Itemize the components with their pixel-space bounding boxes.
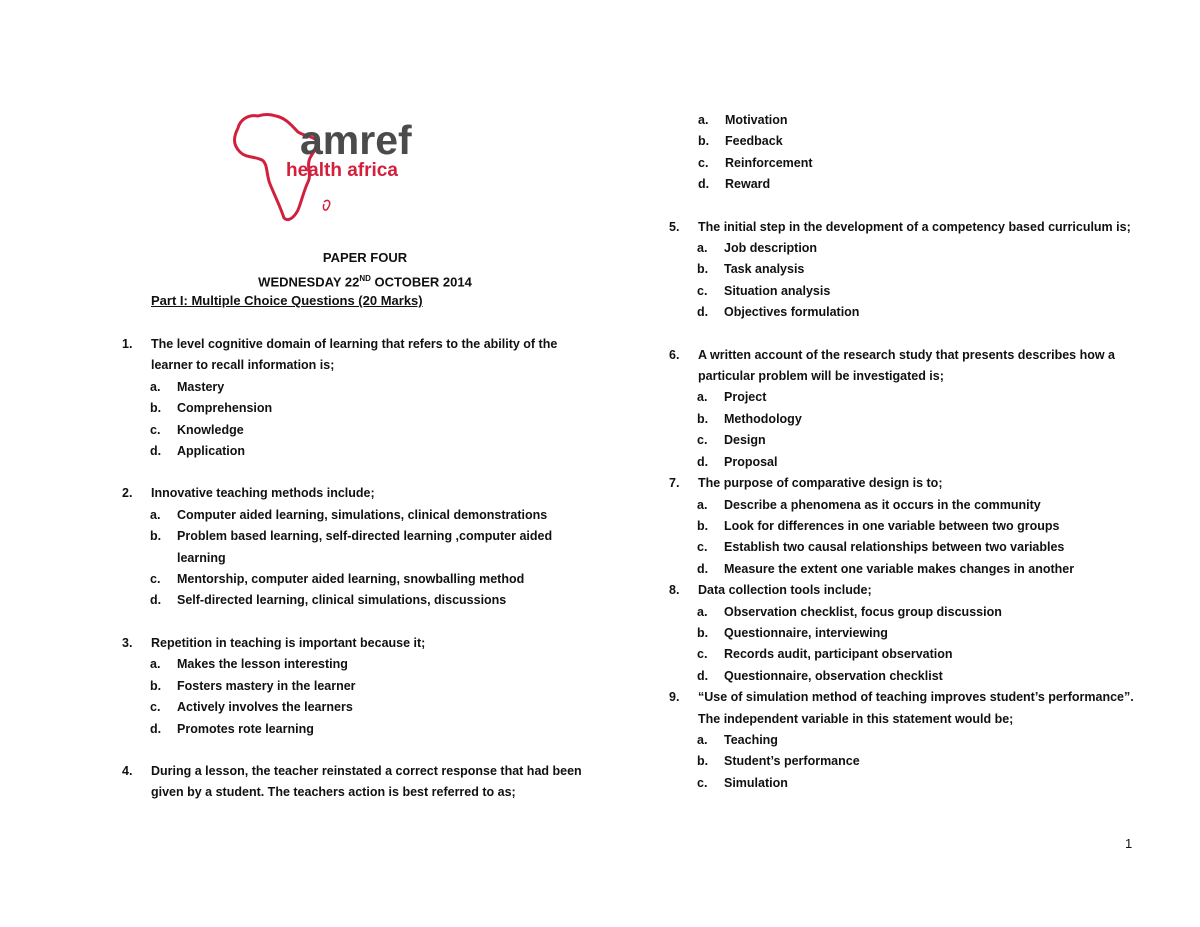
option <box>697 409 1139 430</box>
option-text: Methodology <box>724 411 802 426</box>
question-text: A written account of the research study that presents describes how a particular problem will be investigated is; <box>698 347 1116 384</box>
option-text: Promotes rote learning <box>177 721 314 736</box>
question-8 <box>669 580 1139 687</box>
option-text: Mentorship, computer aided learning, snowballing method <box>177 572 525 587</box>
option-letter: c. <box>697 540 708 555</box>
option <box>150 398 592 419</box>
exam-date-prefix: WEDNESDAY 22 <box>258 274 360 290</box>
option <box>697 238 1139 259</box>
option-text: Makes the lesson interesting <box>177 657 348 672</box>
option-letter: a. <box>697 241 708 256</box>
option <box>697 559 1139 580</box>
option-text: Simulation <box>724 775 788 790</box>
option-text: Comprehension <box>177 401 273 416</box>
option <box>697 387 1139 408</box>
exam-date-suffix: OCTOBER 2014 <box>370 274 472 290</box>
option-text: Mastery <box>177 379 225 394</box>
option <box>697 430 1139 451</box>
question-number: 5. <box>669 219 680 234</box>
page-number: 1 <box>1125 836 1133 851</box>
question-2 <box>122 483 592 611</box>
option-text: Records audit, participant observation <box>724 647 953 662</box>
questions-right-column <box>669 110 1139 794</box>
option-text: Motivation <box>725 113 788 127</box>
option-letter: c. <box>697 775 708 790</box>
option-text: Reward <box>725 177 771 192</box>
option <box>150 420 592 441</box>
option-text: Knowledge <box>177 422 244 437</box>
option <box>697 751 1139 772</box>
question-number: 3. <box>122 635 133 650</box>
option <box>697 730 1139 751</box>
option <box>697 644 1139 665</box>
question-number: 7. <box>669 476 680 491</box>
question-6 <box>669 345 1139 473</box>
option-text: Observation checklist, focus group discussion <box>724 604 1002 619</box>
question-text: Innovative teaching methods include; <box>151 486 375 501</box>
option-text: Look for differences in one variable between two groups <box>724 518 1060 533</box>
question-4-options <box>669 110 1139 196</box>
option <box>698 174 1139 195</box>
option <box>150 654 592 675</box>
question-3 <box>122 633 592 740</box>
question-number: 4. <box>122 763 133 778</box>
question-4 <box>122 761 592 804</box>
exam-date <box>130 268 600 292</box>
option-text: Teaching <box>724 732 778 747</box>
option <box>150 569 592 590</box>
option-text: Proposal <box>724 454 778 469</box>
option-letter: a. <box>150 379 161 394</box>
option-letter: b. <box>150 401 162 416</box>
option-letter: c. <box>150 572 161 587</box>
option <box>697 495 1139 516</box>
option-text: Fosters mastery in the learner <box>177 678 356 693</box>
option-text: Questionnaire, observation checklist <box>724 668 943 683</box>
question-text: The purpose of comparative design is to; <box>698 476 943 491</box>
option <box>698 110 1139 131</box>
question-text: The initial step in the development of a competency based curriculum is; <box>698 219 1131 234</box>
question-text: “Use of simulation method of teaching improves student’s performance”. The independent variable in this statement would be; <box>698 690 1134 726</box>
option-letter: a. <box>697 732 708 747</box>
part-heading: Part I: Multiple Choice Questions (20 Marks) <box>151 293 423 308</box>
option-letter: a. <box>150 507 161 522</box>
option <box>697 281 1139 302</box>
question-text: During a lesson, the teacher reinstated a correct response that had been given by a student. The teachers action is best referred to as; <box>151 763 582 800</box>
option <box>697 452 1139 473</box>
option-letter: a. <box>150 657 161 672</box>
question-text: Repetition in teaching is important because it; <box>151 635 426 650</box>
questions-left-column <box>122 334 592 804</box>
option-text: Reinforcement <box>725 155 813 170</box>
option <box>150 719 592 740</box>
option <box>150 676 592 697</box>
option-letter: c. <box>698 155 709 170</box>
option <box>698 131 1139 152</box>
option-letter: b. <box>697 518 709 533</box>
option-letter: c. <box>697 283 708 298</box>
option-letter: b. <box>697 262 709 277</box>
option-letter: d. <box>150 721 162 736</box>
option <box>150 377 592 398</box>
option <box>698 153 1139 174</box>
option-letter: d. <box>697 305 709 320</box>
option-letter: d. <box>698 177 710 192</box>
option-letter: c. <box>697 433 708 448</box>
option <box>697 666 1139 687</box>
option-letter: b. <box>697 754 709 769</box>
option-text: Actively involves the learners <box>177 700 353 715</box>
question-5 <box>669 217 1139 324</box>
option <box>150 526 592 569</box>
question-number: 9. <box>669 690 680 705</box>
option-text: Task analysis <box>724 262 805 277</box>
option-letter: b. <box>150 678 162 693</box>
option-letter: a. <box>697 604 708 619</box>
option-letter: c. <box>150 422 161 437</box>
option-text: Problem based learning, self-directed learning ,computer aided learning <box>177 529 553 565</box>
option <box>697 302 1139 323</box>
question-text: The level cognitive domain of learning that refers to the ability of the learner to recall information is; <box>151 337 558 373</box>
question-1 <box>122 334 592 462</box>
option-text: Measure the extent one variable makes changes in another <box>724 561 1075 576</box>
option-letter: b. <box>698 134 710 149</box>
option-text: Self-directed learning, clinical simulations, discussions <box>177 593 507 608</box>
option-text: Feedback <box>725 134 783 149</box>
option-letter: a. <box>698 113 709 127</box>
option-letter: d. <box>697 454 709 469</box>
option-letter: b. <box>697 411 709 426</box>
option-text: Computer aided learning, simulations, clinical demonstrations <box>177 507 548 522</box>
option <box>150 590 592 611</box>
option <box>697 537 1139 558</box>
option <box>150 441 592 462</box>
option-letter: d. <box>150 593 162 608</box>
option-text: Objectives formulation <box>724 305 860 320</box>
option-letter: b. <box>150 529 162 544</box>
option-letter: a. <box>697 497 708 512</box>
option-letter: d. <box>697 668 709 683</box>
question-9 <box>669 687 1139 794</box>
option-text: Design <box>724 433 766 448</box>
question-7 <box>669 473 1139 580</box>
question-number: 6. <box>669 347 680 362</box>
option-text: Situation analysis <box>724 283 831 298</box>
option <box>697 259 1139 280</box>
option <box>150 505 592 526</box>
question-text: Data collection tools include; <box>698 583 872 598</box>
option-text: Project <box>724 390 767 405</box>
question-number: 2. <box>122 486 133 501</box>
logo-tagline: health africa <box>286 160 398 181</box>
option <box>150 697 592 718</box>
option <box>697 623 1139 644</box>
exam-date-suffix-sup: ND <box>359 274 371 283</box>
option-letter: c. <box>150 700 161 715</box>
paper-title: PAPER FOUR <box>322 250 408 265</box>
option-letter: d. <box>697 561 709 576</box>
option-text: Application <box>177 444 246 459</box>
option-text: Describe a phenomena as it occurs in the community <box>724 497 1041 512</box>
logo-wordmark: amref <box>300 117 412 163</box>
option-text: Student’s performance <box>724 754 860 769</box>
option-letter: c. <box>697 647 708 662</box>
question-number: 8. <box>669 583 680 598</box>
question-number: 1. <box>122 337 133 351</box>
option-text: Establish two causal relationships between two variables <box>724 540 1065 555</box>
option-text: Job description <box>724 241 818 256</box>
option-letter: a. <box>697 390 708 405</box>
option <box>697 516 1139 537</box>
option-letter: d. <box>150 444 162 459</box>
amref-logo <box>228 106 448 226</box>
option <box>697 773 1139 794</box>
option <box>697 602 1139 623</box>
option-text: Questionnaire, interviewing <box>724 625 888 640</box>
option-letter: b. <box>697 625 709 640</box>
